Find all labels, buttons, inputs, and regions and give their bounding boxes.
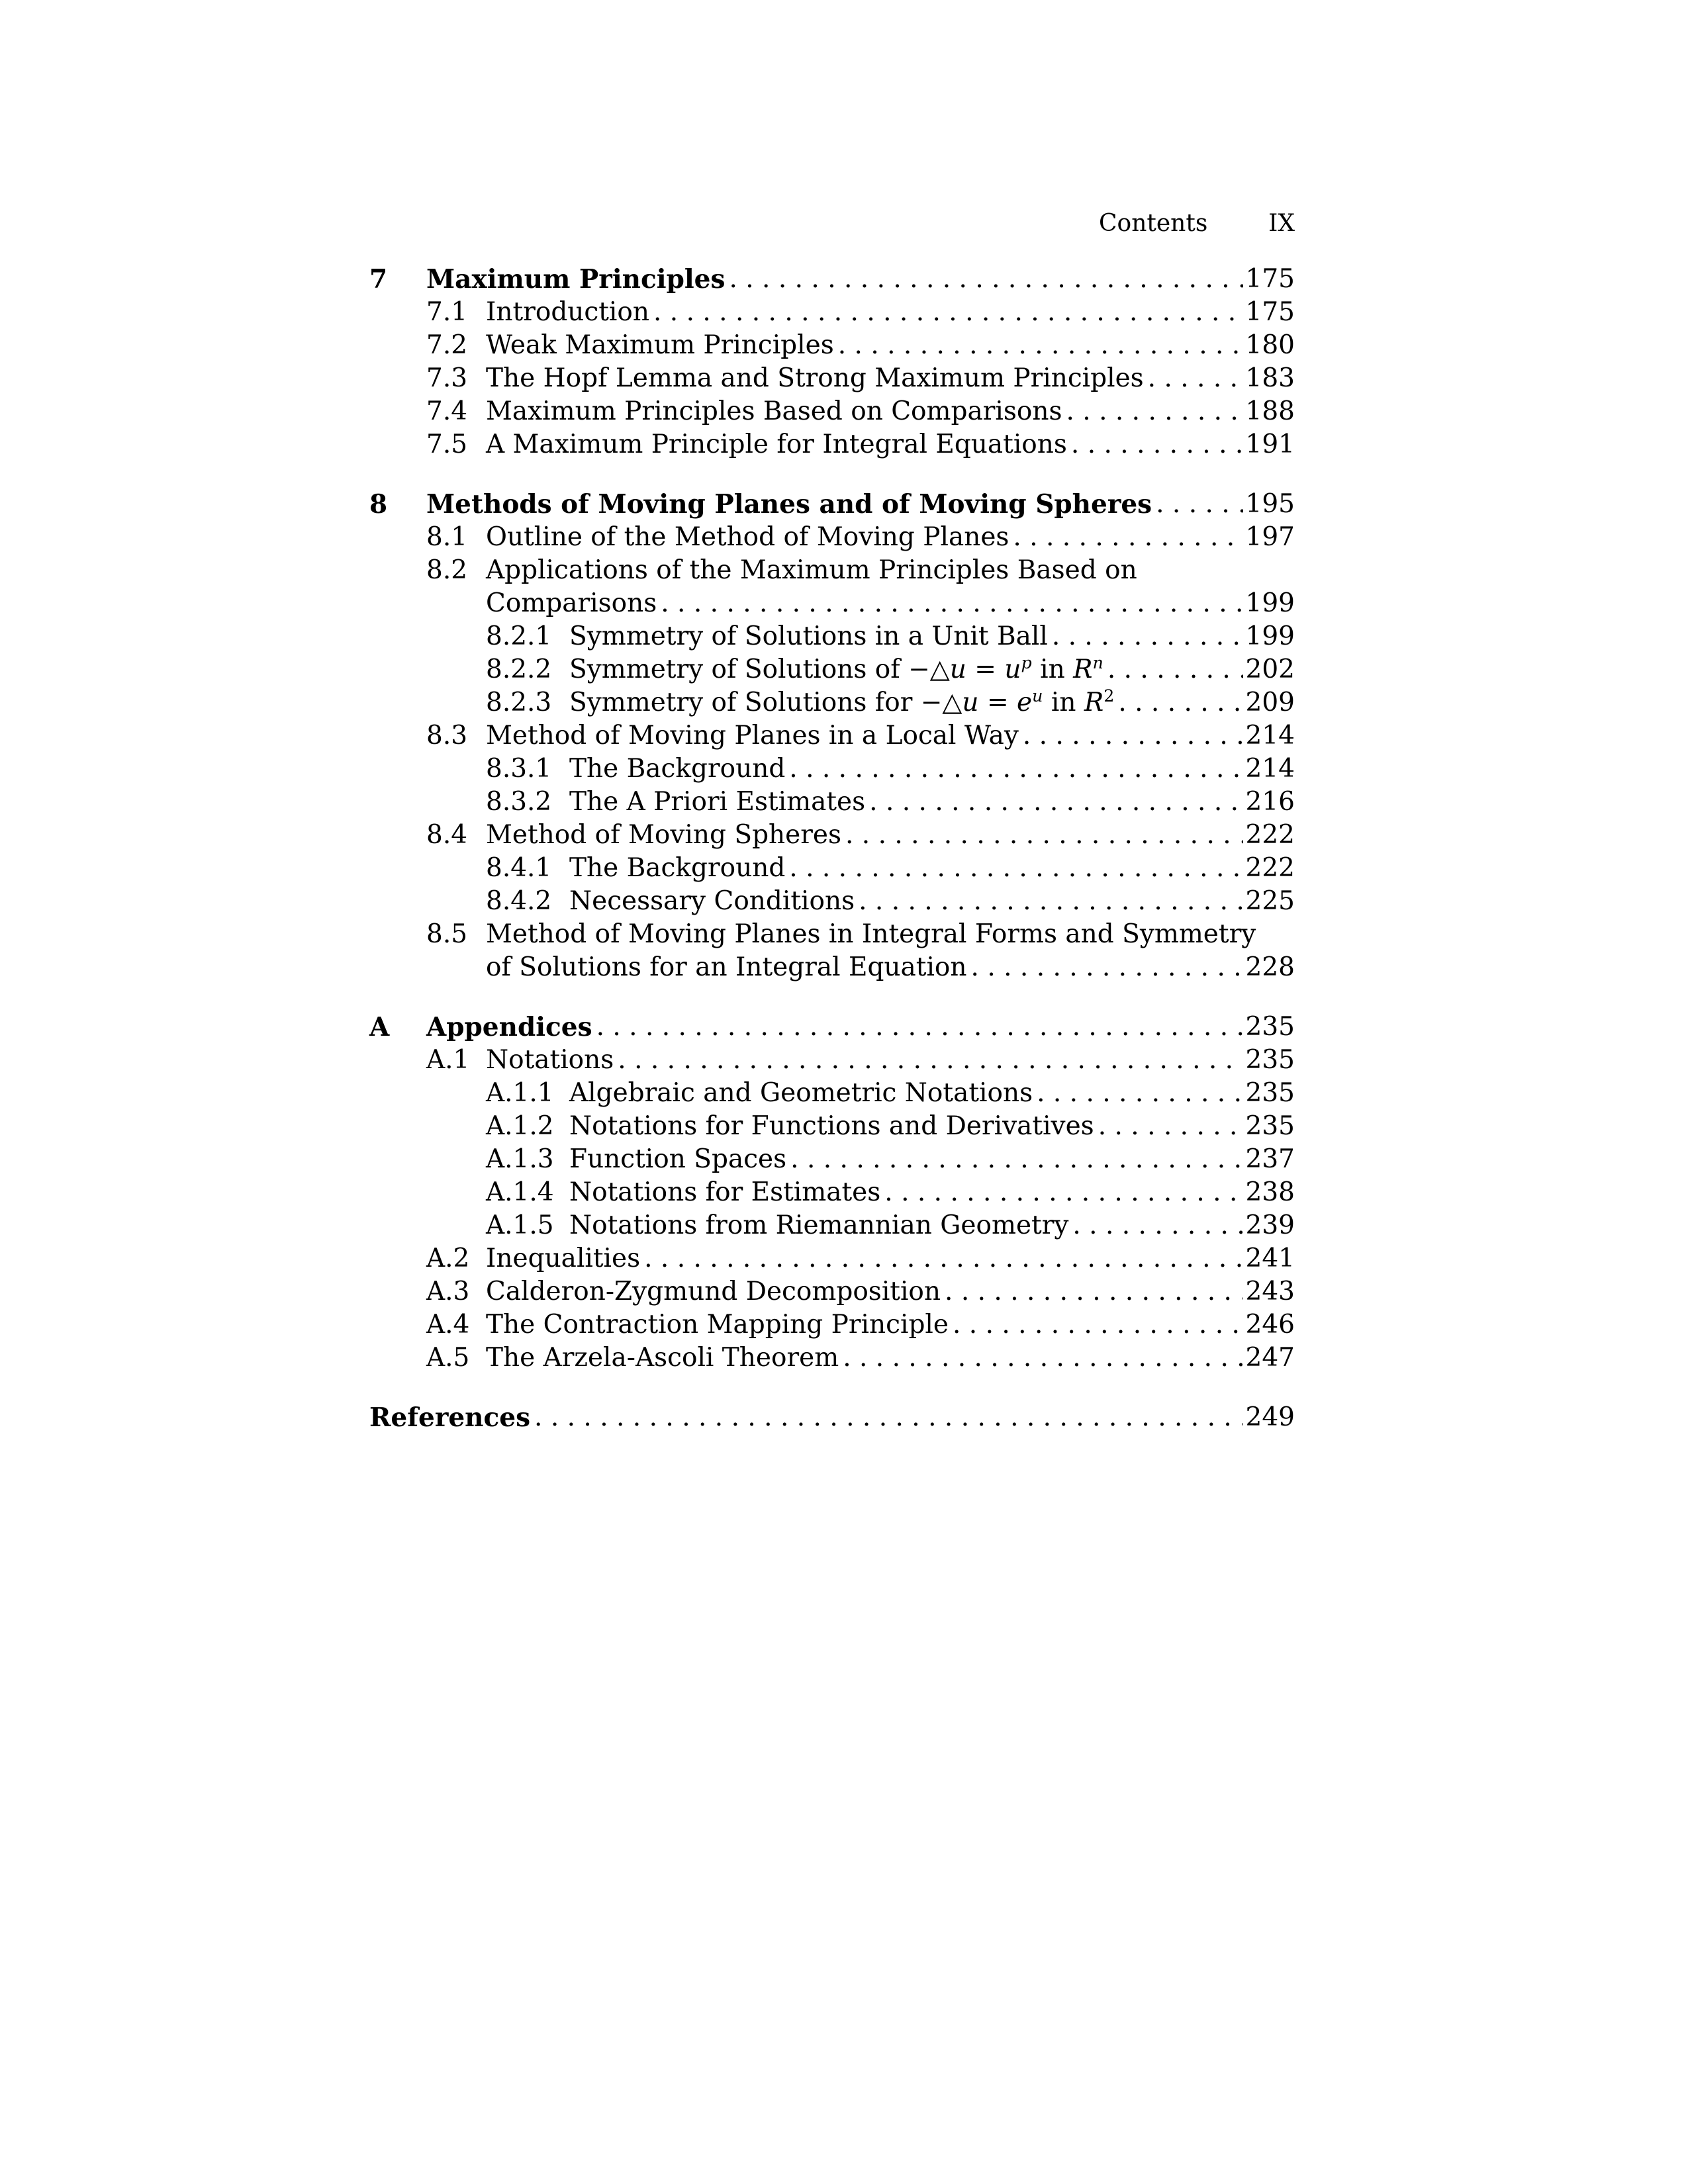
- toc-title: Appendices: [426, 1012, 592, 1042]
- toc-section-8-5-continued[interactable]: [369, 951, 1295, 984]
- toc-subsection-a-1-1[interactable]: [369, 1077, 1295, 1110]
- toc-section-7-3[interactable]: [369, 362, 1295, 395]
- toc-number: 8.4: [426, 820, 468, 850]
- toc-title: A Maximum Principle for Integral Equations: [486, 430, 1067, 459]
- toc-title: The Contraction Mapping Principle: [486, 1310, 949, 1340]
- toc-page: 214: [1245, 754, 1295, 784]
- toc-number: 8.3.2: [486, 787, 552, 817]
- toc-number: 7.4: [426, 396, 468, 426]
- toc-title: The Arzela-Ascoli Theorem: [486, 1343, 839, 1373]
- toc-page: 235: [1245, 1078, 1295, 1108]
- toc-page: 222: [1245, 853, 1295, 883]
- toc-subsection-a-1-3[interactable]: [369, 1143, 1295, 1176]
- toc-title: Maximum Principles: [426, 264, 726, 295]
- toc-title-continued: of Solutions for an Integral Equation: [486, 952, 967, 982]
- toc-page: 246: [1245, 1310, 1295, 1340]
- toc-number: 7: [369, 264, 388, 295]
- toc-title: Maximum Principles Based on Comparisons: [486, 396, 1062, 426]
- toc-title: Symmetry of Solutions for −△u = $e^u$ in $R^2$: [569, 686, 1115, 717]
- toc-section-a-2[interactable]: [369, 1242, 1295, 1275]
- toc-page: 188: [1245, 396, 1295, 426]
- toc-number: A.5: [426, 1343, 470, 1373]
- toc-title: The Background: [569, 853, 786, 883]
- toc-title: Introduction: [486, 297, 649, 327]
- toc-title: Notations for Functions and Derivatives: [569, 1111, 1094, 1141]
- toc-number: 7.2: [426, 330, 468, 360]
- toc-title: Symmetry of Solutions of −△u = $u^p$ in $R^n$: [569, 653, 1103, 684]
- toc-number: 8.2.1: [486, 621, 552, 651]
- toc-number: 7.3: [426, 363, 468, 393]
- toc-title: Function Spaces: [569, 1144, 787, 1174]
- toc-page: 241: [1245, 1244, 1295, 1273]
- toc-subsection-a-1-4[interactable]: [369, 1176, 1295, 1209]
- toc-number: A.1.3: [486, 1144, 554, 1174]
- toc-page: 235: [1245, 1111, 1295, 1141]
- toc-title-continued: Comparisons: [486, 588, 657, 618]
- toc-section-7-1[interactable]: [369, 296, 1295, 329]
- toc-page: 199: [1245, 588, 1295, 618]
- toc-section-a-5[interactable]: [369, 1342, 1295, 1375]
- toc-subsection-8-4-1[interactable]: [369, 852, 1295, 885]
- toc-title: Notations: [486, 1045, 614, 1075]
- toc-number: 8.2.3: [486, 688, 552, 717]
- toc-number: A.1.1: [486, 1078, 554, 1108]
- toc-page: 238: [1245, 1177, 1295, 1207]
- toc-title: The Hopf Lemma and Strong Maximum Principles: [486, 363, 1144, 393]
- toc-subsection-8-3-1[interactable]: [369, 752, 1295, 786]
- toc-page: 191: [1245, 430, 1295, 459]
- toc-subsection-a-1-5[interactable]: [369, 1209, 1295, 1242]
- toc-number: A.1.4: [486, 1177, 554, 1207]
- toc-title: Necessary Conditions: [569, 886, 855, 916]
- toc-page: 180: [1245, 330, 1295, 360]
- toc-section-7-2[interactable]: [369, 329, 1295, 362]
- toc-title: Symmetry of Solutions in a Unit Ball: [569, 621, 1048, 651]
- toc-page: 199: [1245, 621, 1295, 651]
- toc-title: Method of Moving Planes in a Local Way: [486, 721, 1019, 751]
- toc-title: The A Priori Estimates: [569, 787, 866, 817]
- toc-subsection-8-2-1[interactable]: [369, 620, 1295, 653]
- running-header: [1099, 205, 1295, 242]
- toc-number: 8: [369, 489, 388, 520]
- toc-subsection-8-4-2[interactable]: [369, 885, 1295, 918]
- toc-subsection-8-2-3[interactable]: [369, 686, 1295, 719]
- toc-number: 8.2.2: [486, 655, 552, 684]
- toc-number: A.4: [426, 1310, 470, 1340]
- toc-number: A.1: [426, 1045, 470, 1075]
- toc-section-7-5[interactable]: [369, 428, 1295, 461]
- toc-subsection-a-1-2[interactable]: [369, 1110, 1295, 1143]
- toc-title: Inequalities: [486, 1244, 641, 1273]
- toc-title: Method of Moving Planes in Integral Forms and Symmetry: [486, 919, 1256, 949]
- toc-section-8-2-continued[interactable]: [369, 587, 1295, 620]
- toc-page: 235: [1245, 1012, 1295, 1042]
- toc-number: 7.1: [426, 297, 468, 327]
- toc-section-8-3[interactable]: [369, 719, 1295, 752]
- toc-page: 195: [1245, 489, 1295, 519]
- toc-number: 8.5: [426, 919, 468, 949]
- toc-chapter-8[interactable]: [369, 488, 1295, 521]
- toc-number: 8.2: [426, 555, 468, 585]
- toc-title: Notations for Estimates: [569, 1177, 881, 1207]
- toc-number: 8.4.2: [486, 886, 552, 916]
- toc-references[interactable]: [369, 1401, 1295, 1434]
- toc-section-7-4[interactable]: [369, 395, 1295, 428]
- toc-title: Methods of Moving Planes and of Moving Spheres: [426, 489, 1152, 520]
- toc-title: Method of Moving Spheres: [486, 820, 841, 850]
- toc-page: 235: [1245, 1045, 1295, 1075]
- toc-section-a-3[interactable]: [369, 1275, 1295, 1308]
- toc-section-a-4[interactable]: [369, 1308, 1295, 1342]
- toc-number: A: [369, 1012, 390, 1042]
- toc-page: 209: [1245, 688, 1295, 717]
- toc-number: 7.5: [426, 430, 468, 459]
- toc-number: A.3: [426, 1277, 470, 1306]
- toc-section-8-5[interactable]: [369, 918, 1295, 951]
- table-of-contents: [369, 263, 1295, 1434]
- toc-page: 222: [1245, 820, 1295, 850]
- toc-page: 175: [1245, 264, 1295, 294]
- toc-subsection-8-2-2[interactable]: [369, 653, 1295, 686]
- toc-number: A.1.5: [486, 1210, 554, 1240]
- toc-title: Calderon-Zygmund Decomposition: [486, 1277, 941, 1306]
- toc-page: 202: [1245, 655, 1295, 684]
- toc-section-8-1[interactable]: [369, 521, 1295, 554]
- toc-title: Outline of the Method of Moving Planes: [486, 522, 1009, 552]
- page-number: IX: [1268, 210, 1295, 237]
- toc-title: Algebraic and Geometric Notations: [569, 1078, 1033, 1108]
- toc-appendix-a[interactable]: [369, 1011, 1295, 1044]
- toc-number: A.2: [426, 1244, 470, 1273]
- toc-number: A.1.2: [486, 1111, 554, 1141]
- running-header-title: Contents: [1099, 210, 1208, 237]
- toc-page: 249: [1245, 1402, 1295, 1432]
- toc-page: 197: [1245, 522, 1295, 552]
- toc-page: 239: [1245, 1210, 1295, 1240]
- toc-title: Applications of the Maximum Principles Based on: [486, 555, 1137, 585]
- toc-section-8-4[interactable]: [369, 819, 1295, 852]
- toc-title: Weak Maximum Principles: [486, 330, 834, 360]
- toc-page: 183: [1245, 363, 1295, 393]
- toc-page: 214: [1245, 721, 1295, 751]
- toc-subsection-8-3-2[interactable]: [369, 786, 1295, 819]
- toc-number: 8.4.1: [486, 853, 552, 883]
- toc-number: 8.3.1: [486, 754, 552, 784]
- toc-section-8-2[interactable]: [369, 554, 1295, 587]
- toc-page: 216: [1245, 787, 1295, 817]
- toc-page: 247: [1245, 1343, 1295, 1373]
- toc-number: 8.1: [426, 522, 468, 552]
- toc-page: 237: [1245, 1144, 1295, 1174]
- toc-page: 175: [1245, 297, 1295, 327]
- toc-title: The Background: [569, 754, 786, 784]
- toc-title: Notations from Riemannian Geometry: [569, 1210, 1069, 1240]
- toc-page: 228: [1245, 952, 1295, 982]
- toc-number: 8.3: [426, 721, 468, 751]
- toc-title: References: [369, 1402, 531, 1433]
- toc-chapter-7[interactable]: [369, 263, 1295, 296]
- toc-section-a-1[interactable]: [369, 1044, 1295, 1077]
- toc-page: 243: [1245, 1277, 1295, 1306]
- toc-page: 225: [1245, 886, 1295, 916]
